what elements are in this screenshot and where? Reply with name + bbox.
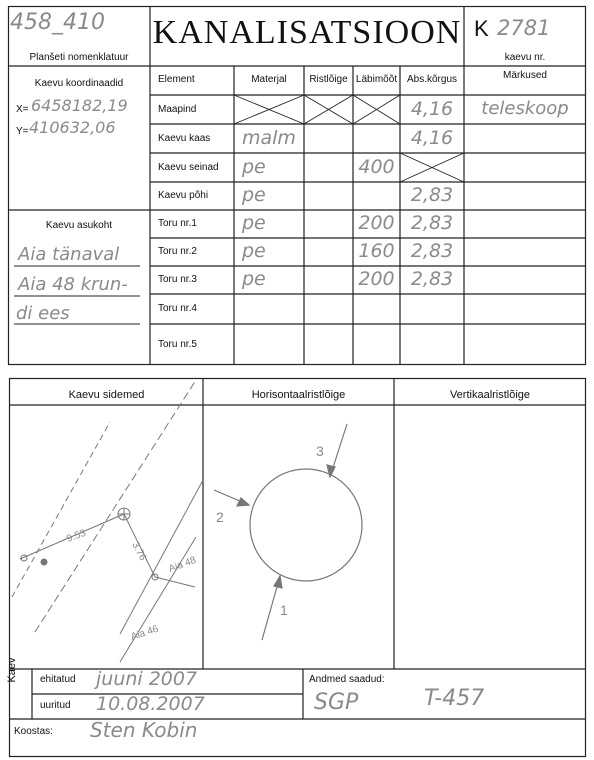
table-cell-notes: teleskoop [481, 97, 569, 119]
page-title: KANALISATSIOON [152, 14, 462, 51]
built-label: ehitatud [40, 674, 76, 685]
surveyed-value: 10.08.2007 [96, 693, 205, 715]
distance-2: 3.76 [129, 540, 149, 563]
well-caption: kaevu nr. [504, 52, 546, 63]
location-heading: Kaevu asukoht [45, 220, 113, 231]
table-cell-height: 2,83 [410, 184, 454, 206]
source-value-1: SGP [314, 690, 359, 715]
source-value-2: T-457 [424, 686, 485, 711]
distance-1: 9.53 [65, 527, 88, 545]
col-material: Materjal [251, 74, 287, 85]
col-cross: Ristlõige [309, 74, 348, 85]
table-cell-element: Toru nr.3 [158, 274, 197, 285]
building-label-2: Aia 46 [129, 623, 160, 643]
sheet-caption: Planšeti nomenklatuur [29, 52, 129, 63]
table-cell-height: 2,83 [410, 240, 454, 262]
table-cell-element: Kaevu kaas [158, 132, 211, 144]
sheet-number: 458_410 [10, 10, 105, 35]
section-vertical-heading: Vertikaalristlõige [449, 389, 531, 401]
y-value: 410632,06 [29, 118, 116, 137]
horizontal-section-sketch [214, 424, 362, 640]
table-cell-element: Toru nr.4 [158, 303, 197, 314]
side-label: Kaev [6, 657, 18, 683]
table-cell-height: 2,83 [410, 268, 454, 290]
x-label: X= [16, 104, 29, 115]
col-height: Abs.kõrgus [406, 74, 458, 85]
table-cell-element: Toru nr.1 [158, 218, 197, 229]
location-line-2: Aia 48 krun- [18, 274, 128, 295]
well-number: 2781 [497, 16, 551, 40]
pipe-label-1: 1 [280, 602, 288, 618]
building-label-1: Aia 48 [167, 554, 198, 575]
table-cell-height: 4,16 [410, 97, 454, 120]
section-horizontal-heading: Horisontaalristlõige [251, 389, 346, 401]
table-cell-material: pe [242, 155, 266, 178]
table-cell-element: Kaevu seinad [158, 161, 219, 173]
table-cell-diameter: 160 [358, 240, 395, 262]
x-value: 6458182,19 [31, 96, 128, 115]
table-cell-height: 2,83 [410, 212, 454, 234]
built-value: juuni 2007 [96, 668, 198, 690]
table-cell-diameter: 200 [358, 268, 395, 290]
pipe-label-2: 2 [216, 509, 224, 525]
well-prefix: K [474, 16, 489, 41]
author-value: Sten Kobin [90, 718, 198, 742]
table-cell-material: pe [242, 240, 266, 262]
location-line-3: di ees [16, 303, 70, 324]
location-line-1: Aia tänaval [18, 244, 120, 265]
table-cell-diameter: 200 [358, 212, 395, 234]
y-label: Y= [16, 126, 29, 137]
table-cell-element: Maapind [158, 103, 197, 115]
author-label: Koostas: [14, 726, 53, 737]
section-links-heading: Kaevu sidemed [68, 389, 145, 401]
table-cell-material: pe [242, 212, 266, 234]
source-label: Andmed saadud: [309, 674, 385, 685]
table-cell-height: 4,16 [410, 126, 454, 149]
bottom-form-grid [0, 372, 594, 760]
coordinates-heading: Kaevu koordinaadid [34, 78, 124, 89]
col-diameter: Läbimõõt [355, 74, 398, 85]
table-cell-material: pe [242, 268, 266, 290]
col-notes: Märkused [503, 70, 547, 81]
table-cell-material: malm [242, 126, 296, 149]
col-element: Element [158, 74, 195, 85]
surveyed-label: uuritud [40, 700, 71, 711]
table-cell-material: pe [242, 184, 266, 206]
table-cell-element: Toru nr.5 [158, 338, 197, 350]
links-sketch [12, 380, 203, 662]
table-cell-diameter: 400 [358, 155, 395, 178]
pipe-label-3: 3 [316, 443, 324, 459]
table-cell-element: Toru nr.2 [158, 246, 197, 257]
table-cell-element: Kaevu põhi [158, 190, 209, 201]
